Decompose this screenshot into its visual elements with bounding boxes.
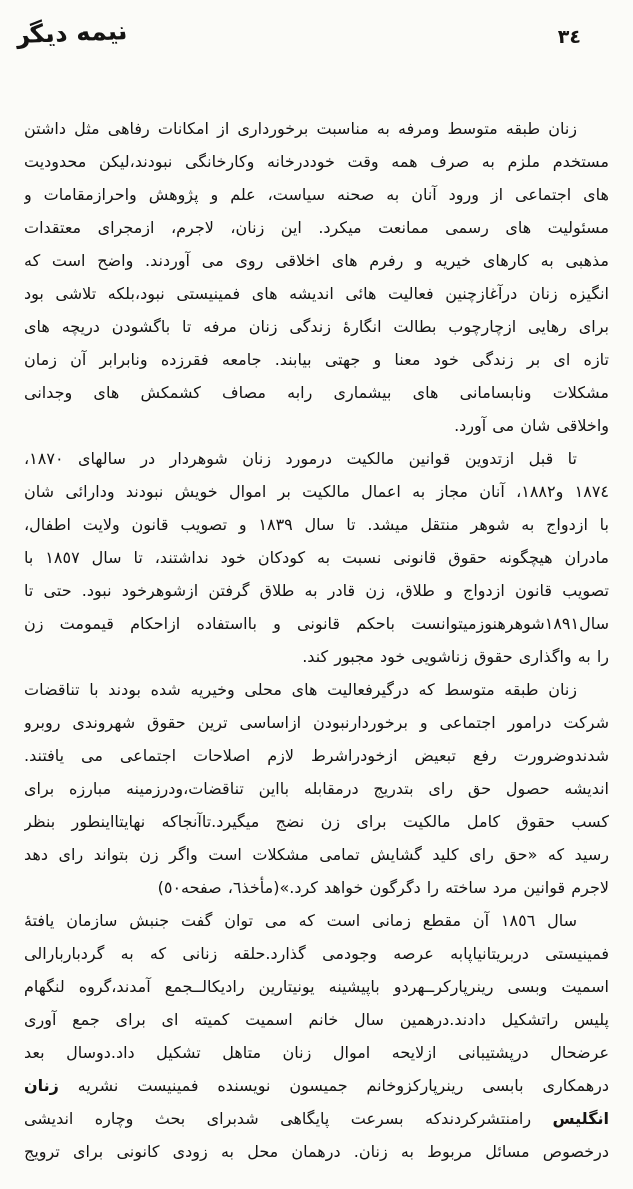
journal-logo: نیمه دیگر bbox=[11, 16, 130, 50]
text-line: مشکلات ونابسامانی های بیشماری رابه مصاف کشمکش های وجدانی bbox=[24, 383, 609, 402]
paragraph bbox=[24, 112, 609, 442]
text-line: مستخدم ملزم به صرف همه وقت خوددرخانه وکارخانگی نبودند،لیکن محدودیت bbox=[24, 152, 609, 171]
text-line bbox=[24, 1069, 609, 1102]
text-line: تازه ای بر زندگی خود معنا و جهتی بیابند. جامعه فقرزده ونابرابر آن زمان bbox=[24, 350, 609, 369]
page-text bbox=[24, 112, 609, 1168]
text-line: ١٨٧٤ و١٨٨٢، آنان مجاز به اعمال مالکیت بر اموال خویش نبودند ودارائی شان bbox=[24, 482, 609, 501]
text-line: عرضحال درپشتیبانی ازلایحه اموال زنان متاهل تشکیل داد.دوسال بعد bbox=[24, 1043, 609, 1062]
text-line: شدندوضرورت رفع تبعیض ازخودراشرط لازم اصلاحات اجتماعی می یافتند. bbox=[24, 746, 609, 765]
text-line: سال ١٨٥٦ آن مقطع زمانی است که می توان گفت جنبش سازمان یافتهٔ bbox=[24, 911, 577, 930]
text-line: های اجتماعی از ورود آنان به صحنه سیاست، علم و پژوهش واحرازمقامات و bbox=[24, 185, 609, 204]
text-line: اسمیت وبسی رینرپارکرــهردو باپیشینه یونیتارین رادیکالــجمع آمدند،گروه لنگهام bbox=[24, 977, 609, 996]
text-line: رسید که «حق رای کلید گشایش تمامی مشکلات است واگر زن بتواند رای دهد bbox=[24, 845, 609, 864]
text-line: کسب حقوق کامل مالکیت برای زن نضج میگیرد.تاآنجاکه نهایتااینطور بنظر bbox=[24, 812, 609, 831]
text-line: مسئولیت های رسمی ممانعت میکرد. این زنان، لاجرم، ازمجرای معتقدات bbox=[24, 218, 609, 237]
text-line: فمینیستی دربریتانیاپابه عرصه وجودمی گذارد.حلقه زنانی که به گردباربارالی bbox=[24, 944, 609, 963]
journal-title-emphasis: زنان bbox=[24, 1076, 59, 1095]
text-line: درخصوص مسائل مربوط به زنان. درهمان محل به زودی کانونی برای ترویج bbox=[24, 1142, 609, 1161]
page-header bbox=[0, 0, 633, 50]
text-line: پلیس راتشکیل دادند.درهمین سال خانم اسمیت کمیته ای برای جمع آوری bbox=[24, 1010, 609, 1029]
text-line: برای رهایی ازچارچوب بطالت انگارهٔ زندگی زنان مرفه تا باگشودن دریچه های bbox=[24, 317, 609, 336]
text-line: را به واگذاری حقوق زناشویی خود مجبور کند. bbox=[302, 647, 609, 666]
paragraph bbox=[24, 442, 609, 673]
text-line: واخلاقی شان می آورد. bbox=[454, 416, 609, 435]
paragraph bbox=[24, 904, 609, 1168]
page-number: ٣٤ bbox=[557, 26, 581, 48]
text-segment: رامنتشرکردندکه بسرعت پایگاهی شدبرای بحث وچاره اندیشی bbox=[24, 1109, 553, 1128]
text-line: شرکت درامور اجتماعی و برخوردارنبودن ازاساسی ترین حقوق شهروندی روبرو bbox=[24, 713, 609, 732]
text-line: زنان طبقه متوسط که درگیرفعالیت های محلی وخیریه شده بودند با تناقضات bbox=[24, 680, 577, 699]
text-line: لاجرم قوانین مرد ساخته را دگرگون خواهد کرد.»(مأخذ٦، صفحه٥٠) bbox=[157, 878, 609, 897]
text-segment: درهمکاری بابسی رینرپارکزوخانم جمیسون نویسنده فمینیست نشریه bbox=[58, 1076, 609, 1095]
text-line: انگیزه زنان درآغازچنین فعالیت هائی اندیشه های فمینیستی نبود،بلکه تلاشی بود bbox=[24, 284, 609, 303]
text-line: زنان طبقه متوسط ومرفه به مناسبت برخورداری از امکانات رفاهی مثل داشتن bbox=[24, 119, 577, 138]
text-line bbox=[24, 1102, 609, 1135]
text-line: مادران هیچگونه حقوق قانونی نسبت به کودکان خود نداشتند، تا سال ١٨٥٧ با bbox=[24, 548, 609, 567]
text-line: تصویب قانون ازدواج و طلاق، زن قادر به طلاق گرفتن ازشوهرخود نبود. حتی تا bbox=[24, 581, 609, 600]
journal-title-emphasis: انگلیس bbox=[552, 1109, 609, 1128]
text-line: تا قبل ازتدوین قوانین مالکیت درمورد زنان شوهردار در سالهای ١٨٧٠، bbox=[24, 449, 577, 468]
text-line: با ازدواج به شوهر منتقل میشد. تا سال ١٨٣٩ و تصویب قانون ولایت اطفال، bbox=[24, 515, 609, 534]
text-line: مذهبی به کارهای خیریه و رفرم های اخلاقی روی می آوردند. واضح است که bbox=[24, 251, 609, 270]
paragraph bbox=[24, 673, 609, 904]
text-line: اندیشه حصول حق رای بتدریج درمقابله بااین تناقضات،ودرزمینه مبارزه برای bbox=[24, 779, 609, 798]
text-line: سال١٨٩١شوهرهنوزمیتوانست باحکم قانونی و بااستفاده ازاحکام قیمومت زن bbox=[24, 614, 609, 633]
